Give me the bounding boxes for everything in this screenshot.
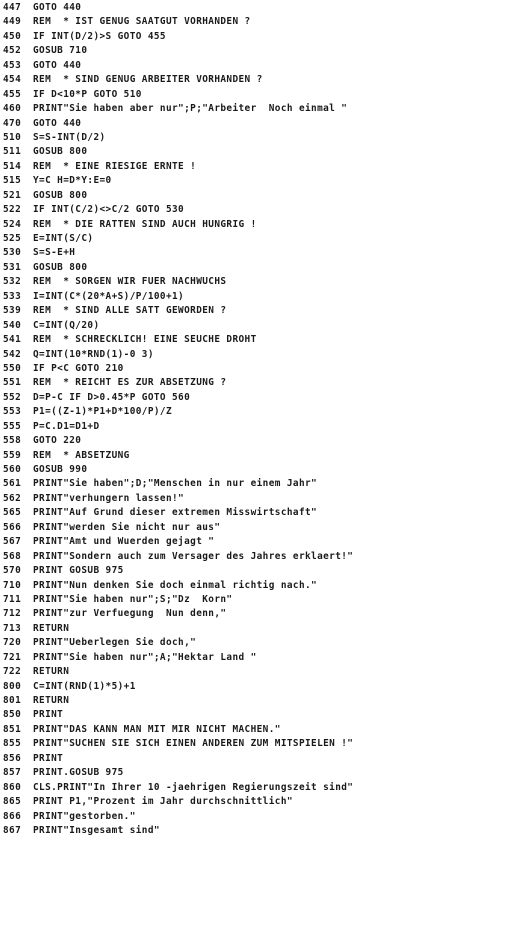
code-line <box>3 636 505 650</box>
code-line <box>3 218 505 232</box>
line-number: 567 <box>3 536 22 548</box>
line-number: 722 <box>3 666 22 678</box>
line-number: 447 <box>3 2 22 13</box>
line-number: 540 <box>3 319 22 331</box>
statement-text: REM * ABSETZUNG <box>33 449 130 461</box>
line-number: 800 <box>3 680 22 692</box>
code-line <box>3 564 505 578</box>
code-line <box>3 376 505 390</box>
line-number: 801 <box>3 695 22 706</box>
statement-text: Y=C H=D*Y:E=0 <box>33 175 112 187</box>
statement-text: REM * EINE RIESIGE ERNTE ! <box>33 160 197 172</box>
statement-text: PRINT"Nun denken Sie doch einmal richtig nach." <box>33 579 318 591</box>
line-number: 850 <box>3 709 22 721</box>
line-number: 712 <box>3 608 22 620</box>
statement-text: IF P<C GOTO 210 <box>33 362 124 374</box>
statement-text: GOTO 440 <box>33 59 82 71</box>
statement-text: D=P-C IF D>0.45*P GOTO 560 <box>33 391 191 403</box>
line-number: 452 <box>3 45 22 57</box>
statement-text: PRINT.GOSUB 975 <box>33 767 124 779</box>
code-line <box>3 174 505 188</box>
line-number: 710 <box>3 579 22 591</box>
line-number: 542 <box>3 348 22 360</box>
line-number: 558 <box>3 435 22 447</box>
line-number: 455 <box>3 88 22 100</box>
code-line <box>3 795 505 809</box>
code-line <box>3 160 505 174</box>
line-number: 566 <box>3 521 22 533</box>
code-line <box>3 810 505 824</box>
code-line <box>3 15 505 29</box>
statement-text: GOSUB 800 <box>33 189 88 201</box>
statement-text: RETURN <box>33 666 70 678</box>
line-number: 713 <box>3 622 22 634</box>
code-line <box>3 737 505 751</box>
code-line <box>3 550 505 564</box>
line-number: 511 <box>3 146 22 158</box>
code-line <box>3 463 505 477</box>
code-line <box>3 593 505 607</box>
statement-text: PRINT"Sondern auch zum Versager des Jahres erklaert!" <box>33 550 354 562</box>
basic-program-listing <box>3 1 505 838</box>
statement-text: GOSUB 990 <box>33 464 88 475</box>
line-number: 510 <box>3 131 22 143</box>
line-number: 550 <box>3 362 22 374</box>
code-line <box>3 535 505 549</box>
line-number: 857 <box>3 767 22 779</box>
code-line <box>3 73 505 87</box>
code-line <box>3 189 505 203</box>
line-number: 531 <box>3 261 22 273</box>
statement-text: PRINT"Sie haben aber nur";P;"Arbeiter Noch einmal " <box>33 103 348 115</box>
code-line <box>3 622 505 636</box>
statement-text: PRINT"Ueberlegen Sie doch," <box>33 637 197 649</box>
code-line <box>3 665 505 679</box>
code-line <box>3 391 505 405</box>
code-line <box>3 88 505 102</box>
code-line <box>3 348 505 362</box>
statement-text: REM * SIND GENUG ARBEITER VORHANDEN ? <box>33 74 263 86</box>
line-number: 560 <box>3 464 22 475</box>
code-line <box>3 766 505 780</box>
code-line <box>3 131 505 145</box>
code-line <box>3 117 505 131</box>
code-line <box>3 319 505 333</box>
code-line <box>3 492 505 506</box>
line-number: 449 <box>3 16 22 28</box>
statement-text: IF INT(D/2)>S GOTO 455 <box>33 30 166 42</box>
statement-text: PRINT GOSUB 975 <box>33 565 124 577</box>
line-number: 522 <box>3 204 22 216</box>
line-number: 555 <box>3 420 22 432</box>
line-number: 524 <box>3 218 22 230</box>
statement-text: P=C.D1=D1+D <box>33 420 100 432</box>
statement-text: GOSUB 800 <box>33 261 88 273</box>
statement-text: CLS.PRINT"In Ihrer 10 -jaehrigen Regierungszeit sind" <box>33 781 354 793</box>
line-number: 867 <box>3 824 22 836</box>
statement-text: PRINT <box>33 752 64 764</box>
code-line <box>3 781 505 795</box>
code-line <box>3 333 505 347</box>
code-line <box>3 521 505 535</box>
line-number: 470 <box>3 117 22 129</box>
statement-text: IF INT(C/2)<>C/2 GOTO 530 <box>33 204 185 216</box>
statement-text: RETURN <box>33 695 70 706</box>
line-number: 865 <box>3 796 22 808</box>
statement-text: PRINT"SUCHEN SIE SICH EINEN ANDEREN ZUM MITSPIELEN !" <box>33 738 354 750</box>
code-line <box>3 651 505 665</box>
statement-text: GOSUB 800 <box>33 146 88 158</box>
line-number: 570 <box>3 565 22 577</box>
statement-text: P1=((Z-1)*P1+D*100/P)/Z <box>33 406 173 418</box>
code-line <box>3 723 505 737</box>
statement-text: PRINT"Amt und Wuerden gejagt " <box>33 536 215 548</box>
statement-text: PRINT"verhungern lassen!" <box>33 492 185 504</box>
statement-text: S=S-INT(D/2) <box>33 131 106 143</box>
code-line <box>3 102 505 116</box>
line-number: 851 <box>3 723 22 735</box>
code-line <box>3 1 505 15</box>
statement-text: REM * REICHT ES ZUR ABSETZUNG ? <box>33 377 227 389</box>
line-number: 552 <box>3 391 22 403</box>
code-line <box>3 290 505 304</box>
statement-text: REM * DIE RATTEN SIND AUCH HUNGRIG ! <box>33 218 257 230</box>
line-number: 450 <box>3 30 22 42</box>
line-number: 541 <box>3 334 22 346</box>
statement-text: GOTO 440 <box>33 117 82 129</box>
code-line <box>3 203 505 217</box>
line-number: 561 <box>3 478 22 490</box>
statement-text: GOTO 440 <box>33 2 82 13</box>
line-number: 860 <box>3 781 22 793</box>
statement-text: PRINT"DAS KANN MAN MIT MIR NICHT MACHEN." <box>33 723 281 735</box>
code-line <box>3 261 505 275</box>
code-line <box>3 405 505 419</box>
line-number: 530 <box>3 247 22 259</box>
code-line <box>3 59 505 73</box>
code-line <box>3 434 505 448</box>
code-line <box>3 607 505 621</box>
line-number: 856 <box>3 752 22 764</box>
statement-text: REM * SORGEN WIR FUER NACHWUCHS <box>33 276 227 288</box>
code-line <box>3 579 505 593</box>
code-line <box>3 506 505 520</box>
code-line <box>3 449 505 463</box>
line-number: 454 <box>3 74 22 86</box>
code-line <box>3 420 505 434</box>
line-number: 514 <box>3 160 22 172</box>
line-number: 533 <box>3 290 22 302</box>
statement-text: REM * IST GENUG SAATGUT VORHANDEN ? <box>33 16 251 28</box>
statement-text: REM * SIND ALLE SATT GEWORDEN ? <box>33 305 227 317</box>
statement-text: I=INT(C*(20*A+S)/P/100+1) <box>33 290 185 302</box>
code-line <box>3 232 505 246</box>
code-line <box>3 246 505 260</box>
code-line <box>3 477 505 491</box>
code-line <box>3 708 505 722</box>
line-number: 562 <box>3 492 22 504</box>
line-number: 720 <box>3 637 22 649</box>
statement-text: C=INT(Q/20) <box>33 319 100 331</box>
statement-text: S=S-E+H <box>33 247 76 259</box>
line-number: 866 <box>3 810 22 822</box>
line-number: 559 <box>3 449 22 461</box>
statement-text: PRINT"Insgesamt sind" <box>33 824 160 836</box>
statement-text: PRINT <box>33 709 64 721</box>
line-number: 515 <box>3 175 22 187</box>
statement-text: GOTO 220 <box>33 435 82 447</box>
line-number: 711 <box>3 593 22 605</box>
statement-text: E=INT(S/C) <box>33 233 94 244</box>
code-line <box>3 30 505 44</box>
statement-text: PRINT"gestorben." <box>33 810 136 822</box>
statement-text: PRINT"Sie haben";D;"Menschen in nur einem Jahr" <box>33 478 318 490</box>
line-number: 721 <box>3 651 22 663</box>
code-line <box>3 824 505 838</box>
code-line <box>3 145 505 159</box>
line-number: 453 <box>3 59 22 71</box>
line-number: 539 <box>3 305 22 317</box>
code-line <box>3 694 505 708</box>
line-number: 565 <box>3 507 22 519</box>
line-number: 553 <box>3 406 22 418</box>
statement-text: PRINT"Sie haben nur";A;"Hektar Land " <box>33 651 257 663</box>
code-line <box>3 752 505 766</box>
statement-text: PRINT"Auf Grund dieser extremen Misswirtschaft" <box>33 507 318 519</box>
statement-text: PRINT P1,"Prozent im Jahr durchschnittlich" <box>33 796 293 808</box>
code-line <box>3 362 505 376</box>
line-number: 855 <box>3 738 22 750</box>
statement-text: PRINT"zur Verfuegung Nun denn," <box>33 608 227 620</box>
line-number: 532 <box>3 276 22 288</box>
statement-text: PRINT"Sie haben nur";S;"Dz Korn" <box>33 593 233 605</box>
line-number: 460 <box>3 103 22 115</box>
statement-text: RETURN <box>33 622 70 634</box>
code-line <box>3 304 505 318</box>
line-number: 525 <box>3 233 22 244</box>
statement-text: REM * SCHRECKLICH! EINE SEUCHE DROHT <box>33 334 257 346</box>
code-line <box>3 275 505 289</box>
statement-text: Q=INT(10*RND(1)-0 3) <box>33 348 154 360</box>
statement-text: GOSUB 710 <box>33 45 88 57</box>
line-number: 568 <box>3 550 22 562</box>
statement-text: PRINT"werden Sie nicht nur aus" <box>33 521 221 533</box>
line-number: 521 <box>3 189 22 201</box>
statement-text: IF D<10*P GOTO 510 <box>33 88 142 100</box>
line-number: 551 <box>3 377 22 389</box>
code-line <box>3 680 505 694</box>
statement-text: C=INT(RND(1)*5)+1 <box>33 680 136 692</box>
code-line <box>3 44 505 58</box>
